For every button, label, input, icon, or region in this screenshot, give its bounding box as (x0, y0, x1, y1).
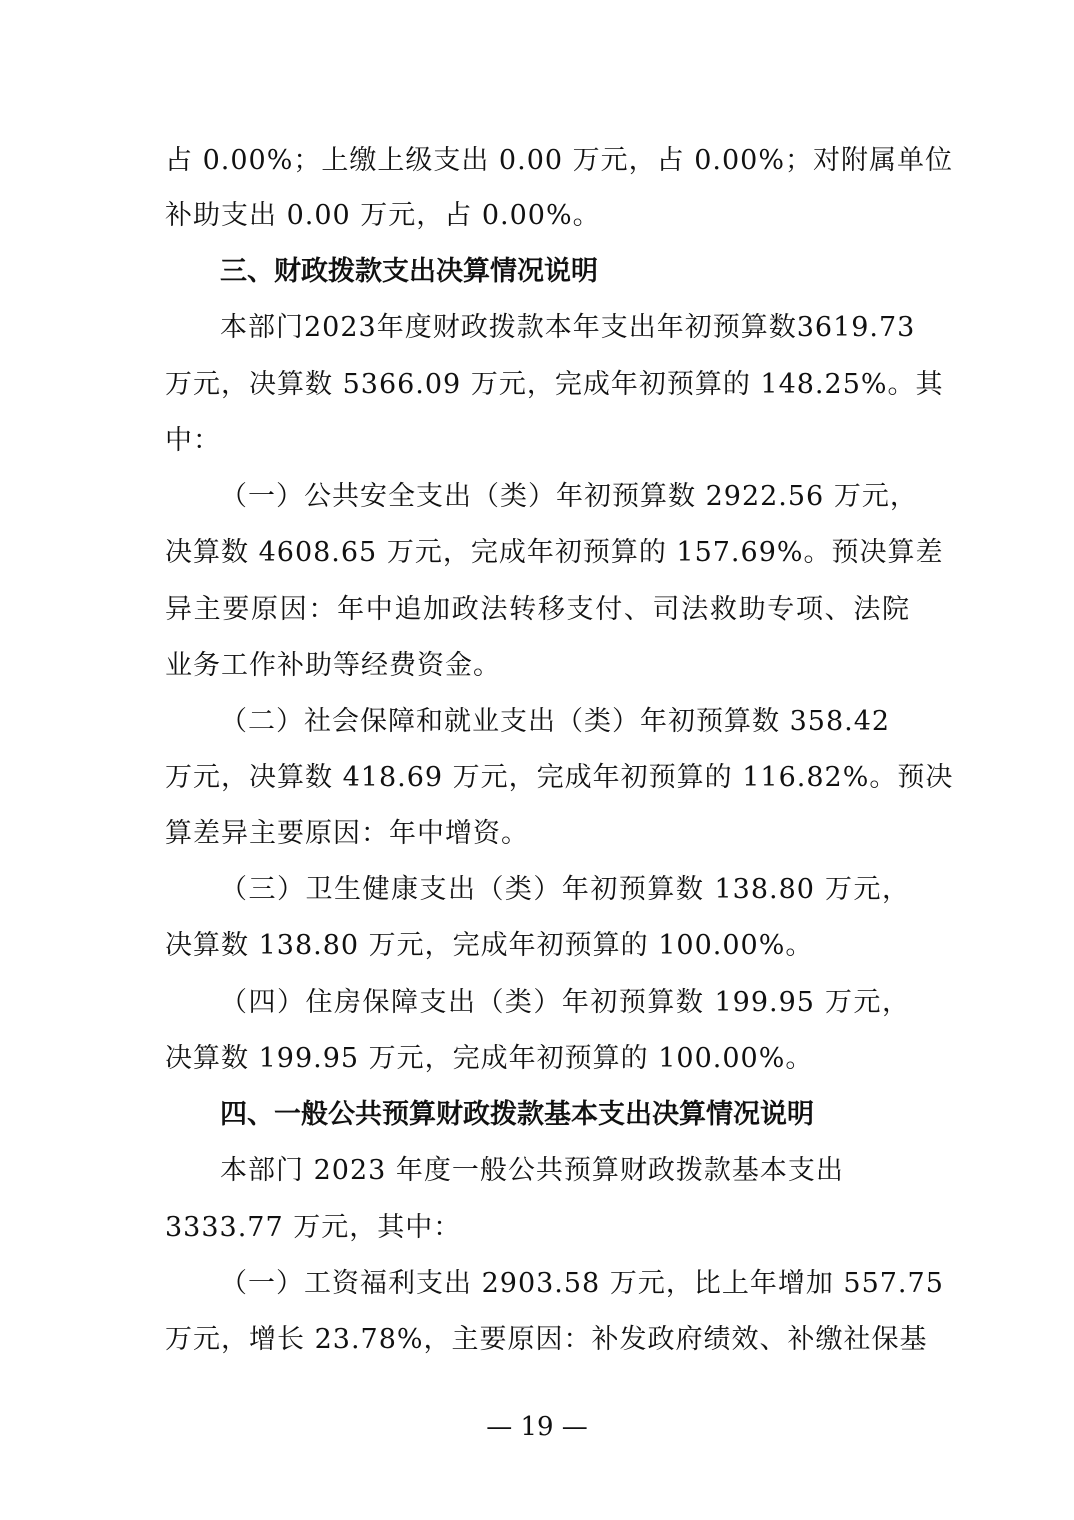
text-line: 异主要原因：年中追加政法转移支付、司法救助专项、法院 (165, 594, 910, 625)
text-line: 决算数 138.80 万元，完成年初预算的 100.00%。 (165, 930, 814, 961)
section-heading: 三、财政拨款支出决算情况说明 (220, 256, 598, 287)
text-line: （三）卫生健康支出（类）年初预算数 138.80 万元， (220, 874, 910, 905)
text-line: （二）社会保障和就业支出（类）年初预算数 358.42 (220, 706, 891, 737)
text-line: （一）工资福利支出 2903.58 万元，比上年增加 557.75 (220, 1268, 944, 1299)
text-line: 决算数 199.95 万元，完成年初预算的 100.00%。 (165, 1043, 814, 1074)
text-line: 决算数 4608.65 万元，完成年初预算的 157.69%。预决算差 (165, 537, 944, 568)
text-line: 算差异主要原因：年中增资。 (165, 818, 529, 849)
text-line: 中： (165, 425, 221, 456)
text-line: （四）住房保障支出（类）年初预算数 199.95 万元， (220, 987, 910, 1018)
text-line: 3333.77 万元，其中： (165, 1212, 462, 1243)
text-line: （一）公共安全支出（类）年初预算数 2922.56 万元， (220, 481, 918, 512)
page-number: — 19 — (486, 1412, 588, 1442)
text-line: 万元，增长 23.78%，主要原因：补发政府绩效、补缴社保基 (165, 1324, 928, 1355)
text-line: 占 0.00%；上缴上级支出 0.00 万元，占 0.00%；对附属单位 (165, 145, 953, 176)
text-line: 补助支出 0.00 万元，占 0.00%。 (165, 200, 601, 231)
text-line: 本部门2023年度财政拨款本年支出年初预算数3619.73 (220, 312, 916, 343)
text-line: 万元，决算数 5366.09 万元，完成年初预算的 148.25%。其 (165, 369, 944, 400)
text-line: 万元，决算数 418.69 万元，完成年初预算的 116.82%。预决 (165, 762, 954, 793)
text-line: 业务工作补助等经费资金。 (165, 650, 501, 681)
text-line: 本部门 2023 年度一般公共预算财政拨款基本支出 (220, 1155, 844, 1186)
section-heading: 四、一般公共预算财政拨款基本支出决算情况说明 (220, 1099, 814, 1130)
